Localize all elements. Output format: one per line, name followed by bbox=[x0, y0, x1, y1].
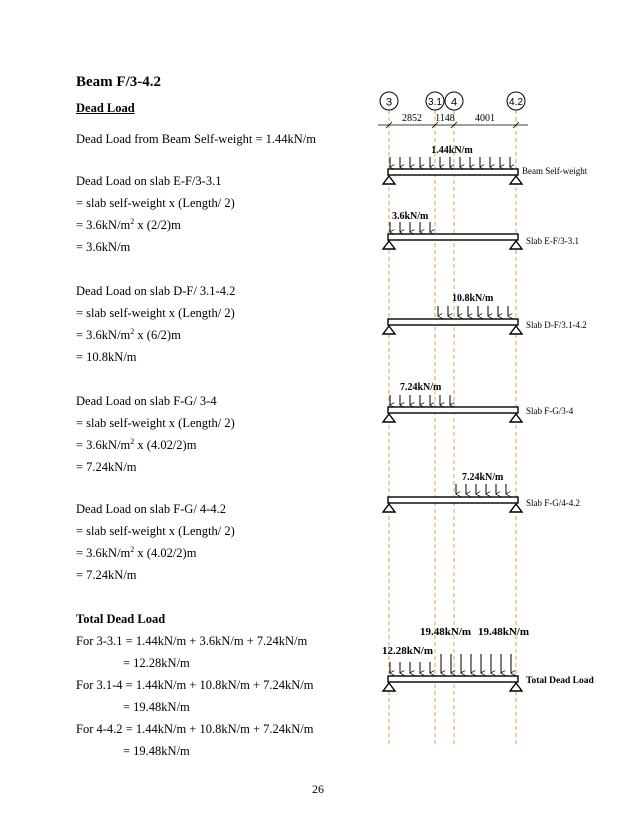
dimension-line bbox=[378, 113, 528, 128]
grid-label-3: 3 bbox=[385, 96, 393, 109]
load-value-2: 3.6kN/m bbox=[392, 211, 429, 222]
slab4-title: Dead Load on slab F-G/ 4-4.2 bbox=[76, 502, 226, 516]
slab1-result: = 3.6kN/m bbox=[76, 240, 131, 254]
load-value-4: 7.24kN/m bbox=[400, 382, 442, 393]
load-label-1: Beam Self-weight bbox=[522, 166, 588, 176]
slab1-formula: = slab self-weight x (Length/ 2) bbox=[76, 196, 235, 210]
superscript: 2 bbox=[130, 216, 135, 226]
page-number: 26 bbox=[312, 782, 324, 796]
grid-bubble-3-1 bbox=[426, 92, 444, 110]
grid-bubble-3 bbox=[380, 92, 398, 110]
grid-bubble-4 bbox=[445, 92, 463, 110]
section-subtitle: Dead Load bbox=[76, 101, 135, 115]
slab1-calc-a: = 3.6kN/m bbox=[76, 218, 131, 232]
load-label-5: Slab F-G/4-4.2 bbox=[526, 498, 580, 508]
total-result-1: = 12.28kN/m bbox=[123, 656, 190, 670]
superscript: 2 bbox=[130, 436, 135, 446]
slab2-calc-a: = 3.6kN/m bbox=[76, 328, 131, 342]
slab-e-f-3-3-1 bbox=[383, 211, 579, 249]
self-weight-line: Dead Load from Beam Self-weight = 1.44kN/m bbox=[76, 132, 316, 146]
slab2-result: = 10.8kN/m bbox=[76, 350, 137, 364]
total-dead-load bbox=[382, 626, 594, 691]
slab2-calc-b: x (6/2)m bbox=[134, 328, 181, 342]
slab3-result: = 7.24kN/m bbox=[76, 460, 137, 474]
slab2-formula: = slab self-weight x (Length/ 2) bbox=[76, 306, 235, 320]
superscript: 2 bbox=[130, 326, 135, 336]
slab3-title: Dead Load on slab F-G/ 3-4 bbox=[76, 394, 217, 408]
udl-arrows bbox=[390, 222, 430, 232]
grid-label-3-1: 3.1 bbox=[428, 97, 442, 108]
span-1: 2852 bbox=[402, 113, 422, 124]
slab4-calc-a: = 3.6kN/m bbox=[76, 546, 131, 560]
udl-arrows bbox=[390, 395, 450, 405]
slab4-result: = 7.24kN/m bbox=[76, 568, 137, 582]
total-label: Total Dead Load bbox=[526, 676, 594, 686]
total-result-3: = 19.48kN/m bbox=[123, 744, 190, 758]
slab-d-f-3-1-4-2 bbox=[383, 293, 587, 334]
total-line-1: For 3-3.1 = 1.44kN/m + 3.6kN/m + 7.24kN/m bbox=[76, 634, 308, 648]
grid-bubble-4-2 bbox=[507, 92, 525, 110]
load-value-1: 1.44kN/m bbox=[431, 145, 473, 156]
udl-arrows bbox=[456, 484, 506, 494]
load-label-2: Slab E-F/3-3.1 bbox=[526, 236, 579, 246]
slab1-calc-b: x (2/2)m bbox=[134, 218, 181, 232]
grid-label-4-2: 4.2 bbox=[509, 97, 523, 108]
total-result-2: = 19.48kN/m bbox=[123, 700, 190, 714]
span-3: 4001 bbox=[475, 113, 495, 124]
total-value-left: 12.28kN/m bbox=[382, 645, 434, 657]
total-value-mid: 19.48kN/m bbox=[420, 626, 472, 638]
total-value-right: 19.48kN/m bbox=[478, 626, 530, 638]
slab-f-g-4-4-2 bbox=[383, 472, 580, 512]
udl-arrows bbox=[438, 306, 508, 316]
slab-f-g-3-4 bbox=[383, 382, 574, 422]
load-value-5: 7.24kN/m bbox=[462, 472, 504, 483]
beam-self-weight bbox=[383, 145, 588, 184]
slab4-formula: = slab self-weight x (Length/ 2) bbox=[76, 524, 235, 538]
slab3-formula: = slab self-weight x (Length/ 2) bbox=[76, 416, 235, 430]
slab3-calc-a: = 3.6kN/m bbox=[76, 438, 131, 452]
page-title: Beam F/3-4.2 bbox=[76, 74, 161, 90]
load-label-4: Slab F-G/3-4 bbox=[526, 406, 574, 416]
slab1-title: Dead Load on slab E-F/3-3.1 bbox=[76, 174, 222, 188]
slab4-calc-b: x (4.02/2)m bbox=[134, 546, 197, 560]
span-2: 1148 bbox=[435, 113, 455, 124]
total-title: Total Dead Load bbox=[76, 612, 166, 626]
load-value-3: 10.8kN/m bbox=[452, 293, 494, 304]
total-line-3: For 4-4.2 = 1.44kN/m + 10.8kN/m + 7.24kN/m bbox=[76, 722, 314, 736]
slab2-title: Dead Load on slab D-F/ 3.1-4.2 bbox=[76, 284, 236, 298]
total-line-2: For 3.1-4 = 1.44kN/m + 10.8kN/m + 7.24kN/m bbox=[76, 678, 314, 692]
load-label-3: Slab D-F/3.1-4.2 bbox=[526, 320, 587, 330]
grid-label-4: 4 bbox=[450, 96, 458, 109]
slab3-calc-b: x (4.02/2)m bbox=[134, 438, 197, 452]
udl-arrows bbox=[390, 157, 510, 167]
superscript: 2 bbox=[130, 544, 135, 554]
